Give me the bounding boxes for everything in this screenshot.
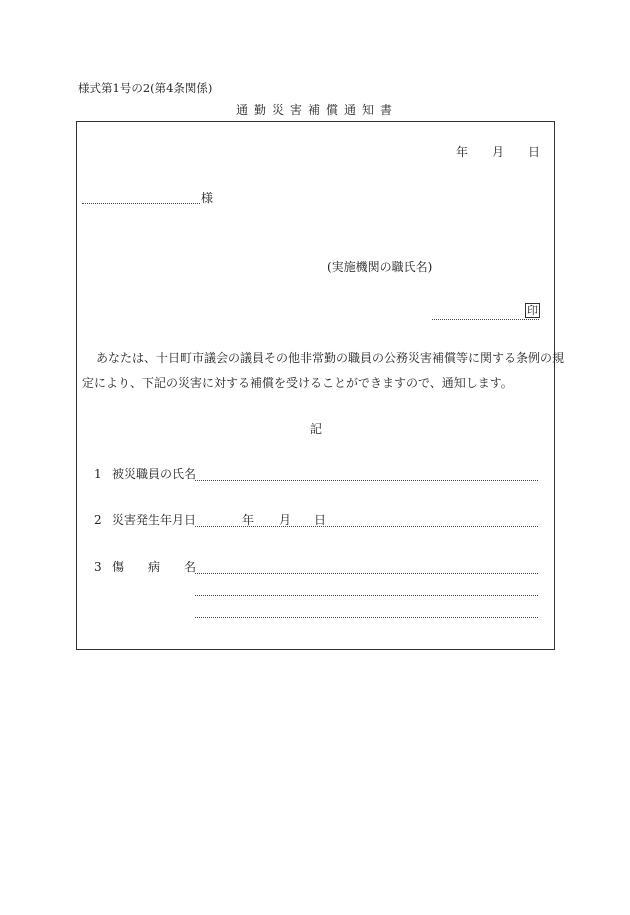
- date-year-label: 年: [456, 145, 469, 159]
- document-title: 通勤災害補償通知書: [236, 103, 399, 117]
- body-text-line-2: 定により、下記の災害に対する補償を受けることができますので、通知します。: [82, 376, 513, 390]
- date-day-label: 日: [528, 145, 541, 159]
- item-3-label: 傷 病 名: [112, 560, 197, 574]
- item-3-entry-line-3: [195, 617, 538, 618]
- addressee-suffix: 様: [201, 191, 214, 205]
- item-3-entry-line-1: [195, 573, 538, 574]
- item-2-day-label: 日: [314, 513, 327, 527]
- item-1-entry-line: [195, 480, 538, 481]
- ki-heading: 記: [310, 422, 323, 436]
- item-2-month-label: 月: [279, 513, 292, 527]
- item-2-number: 2: [94, 513, 102, 527]
- issuer-title-label: (実施機関の職氏名): [327, 260, 433, 274]
- form-number-label: 様式第1号の2(第4条関係): [78, 81, 213, 95]
- seal-mark: 印: [527, 304, 538, 317]
- body-text-line-1: あなたは、十日町市議会の議員その他非常勤の職員の公務災害補償等に関する条例の規: [96, 351, 565, 365]
- item-3-number: 3: [94, 560, 102, 574]
- item-3-entry-line-2: [195, 595, 538, 596]
- issuer-name-line: [432, 319, 539, 320]
- item-1-number: 1: [94, 467, 102, 481]
- addressee-name-line: [82, 203, 200, 204]
- item-2-label: 災害発生年月日: [112, 513, 197, 527]
- date-month-label: 月: [492, 145, 505, 159]
- item-1-label: 被災職員の氏名: [112, 467, 197, 481]
- item-2-year-label: 年: [242, 513, 255, 527]
